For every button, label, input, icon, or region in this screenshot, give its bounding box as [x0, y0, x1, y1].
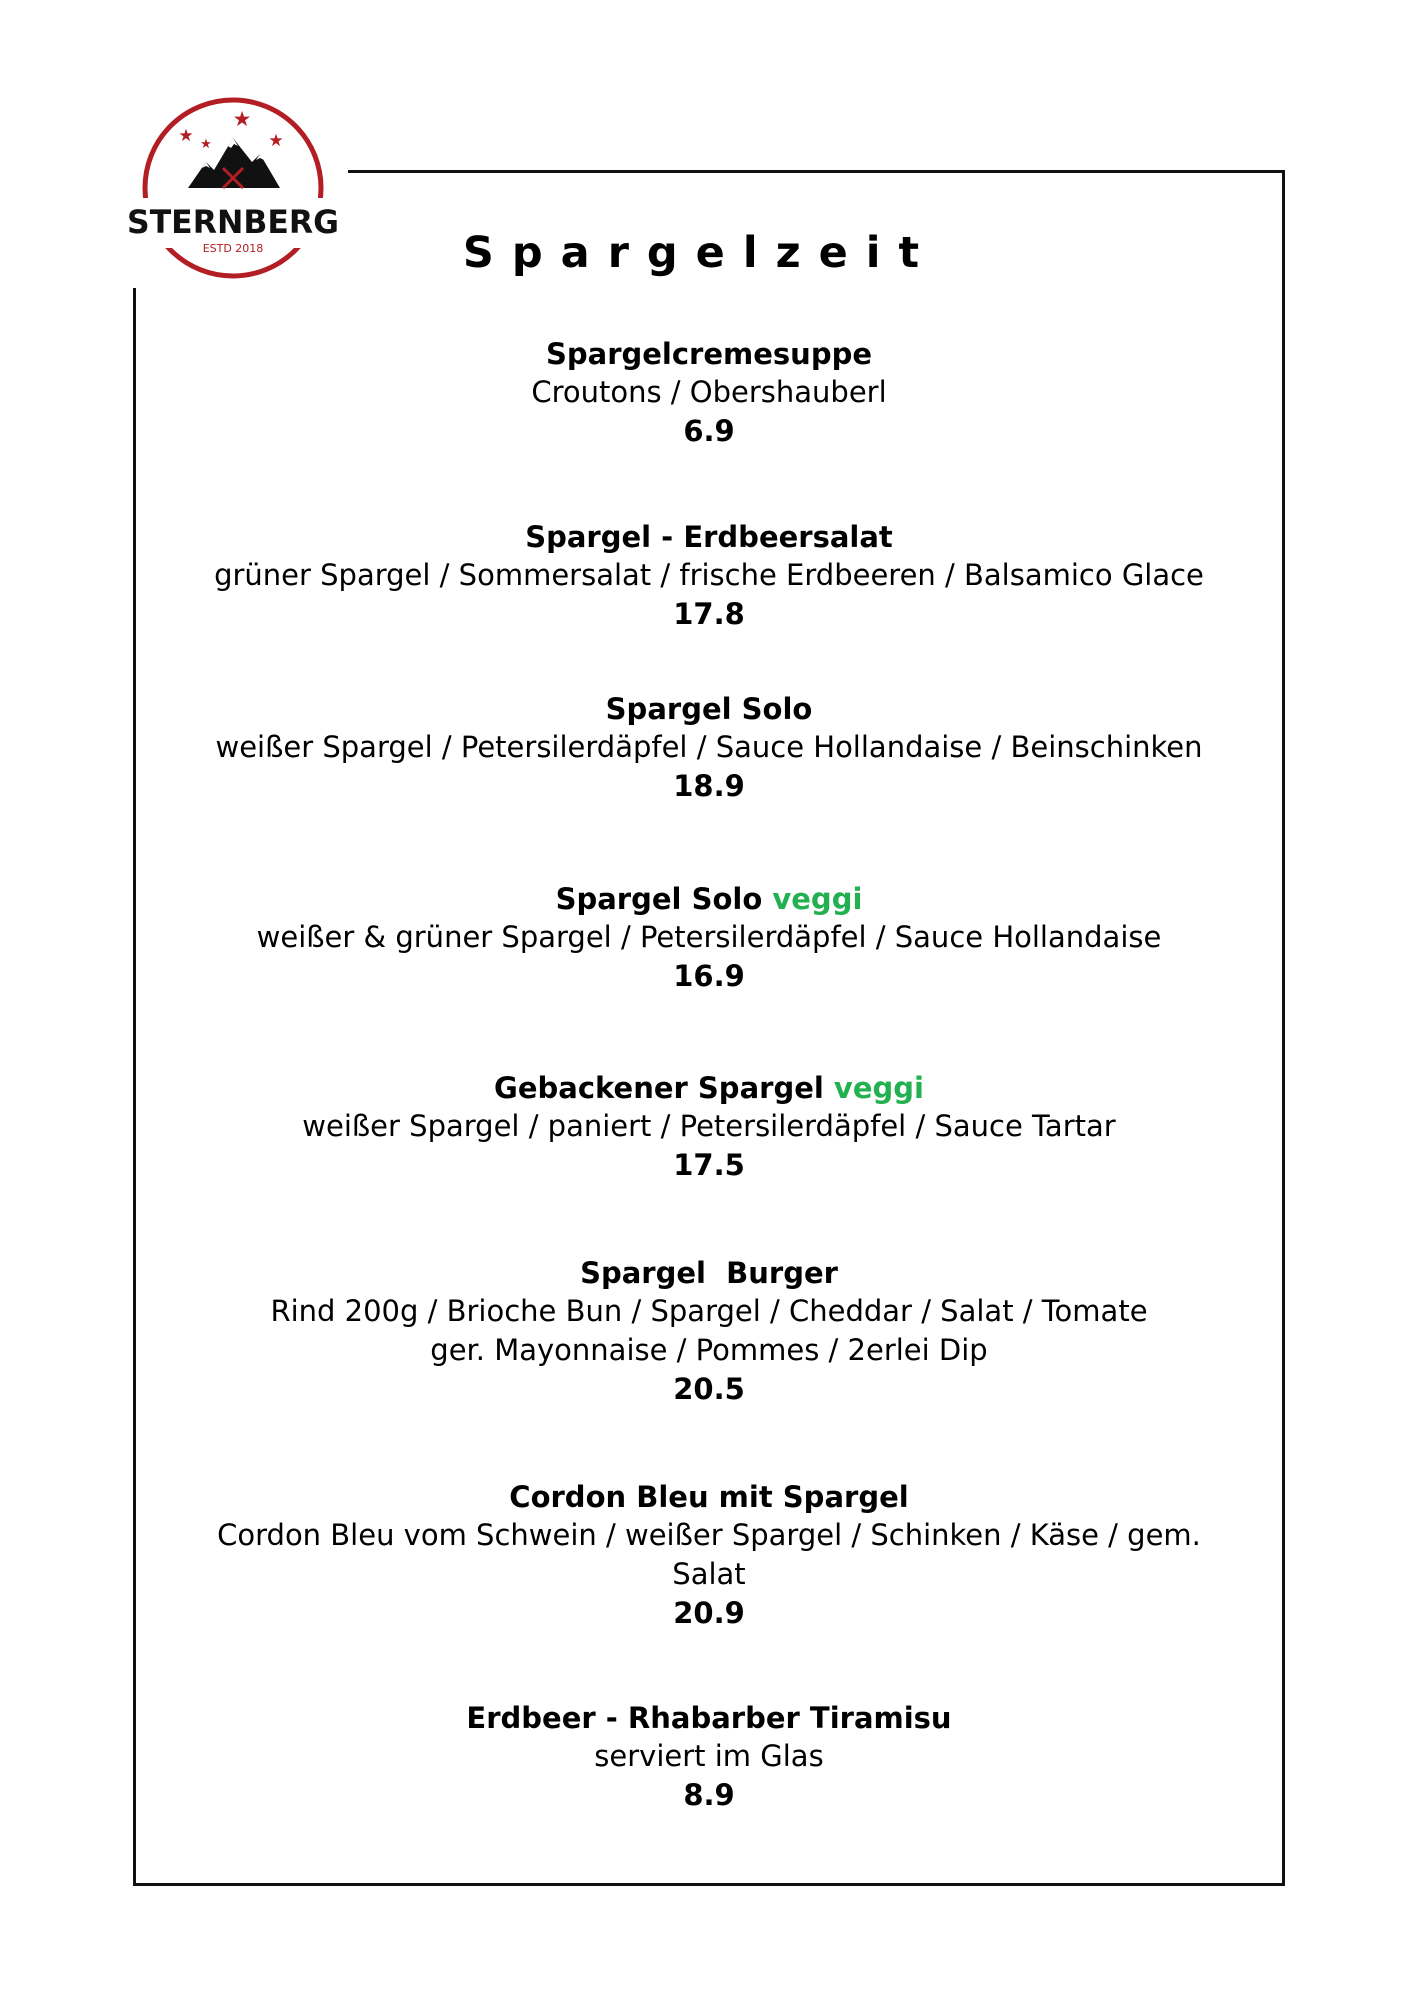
item-description: serviert im Glas [594, 1739, 824, 1773]
item-description: weißer Spargel / Petersilerdäpfel / Sauce Hollandaise / Beinschinken [215, 730, 1203, 764]
item-description: Croutons / Obershauberl [531, 375, 887, 409]
veggi-tag: veggi [772, 882, 863, 916]
item-description: weißer Spargel / paniert / Petersilerdäpfel / Sauce Tartar [302, 1109, 1116, 1143]
item-price: 17.5 [673, 1148, 745, 1182]
item-description: grüner Spargel / Sommersalat / frische Erdbeeren / Balsamico Glace [214, 558, 1204, 592]
item-price: 16.9 [673, 959, 745, 993]
item-name: Spargel - Erdbeersalat [525, 520, 893, 554]
item-name: Spargelcremesuppe [545, 337, 873, 371]
menu-item [133, 1069, 1285, 1184]
menu-item [133, 690, 1285, 805]
menu-item [133, 1699, 1285, 1814]
item-name: Spargel Solo [605, 692, 813, 726]
svg-text:★: ★ [268, 131, 284, 151]
menu-item [133, 518, 1285, 633]
item-name: Spargel Burger [580, 1256, 838, 1290]
item-price: 6.9 [683, 414, 735, 448]
menu-item [133, 335, 1285, 450]
veggi-tag: veggi [833, 1071, 924, 1105]
svg-text:★: ★ [200, 137, 212, 152]
item-name: Spargel Solo [555, 882, 763, 916]
menu-item [133, 1254, 1285, 1408]
item-name: Gebackener Spargel [494, 1071, 824, 1105]
item-price: 8.9 [683, 1778, 735, 1812]
svg-text:★: ★ [178, 126, 194, 146]
item-name-row [133, 1069, 1285, 1107]
item-name-row [133, 880, 1285, 918]
svg-text:ESTD 2018: ESTD 2018 [202, 242, 264, 255]
item-price: 20.5 [673, 1372, 745, 1406]
item-description: Rind 200g / Brioche Bun / Spargel / Cheddar / Salat / Tomate [270, 1294, 1148, 1328]
menu-item [133, 1478, 1285, 1632]
item-description-line2: ger. Mayonnaise / Pommes / 2erlei Dip [430, 1333, 988, 1367]
menu-item [133, 880, 1285, 995]
item-name: Cordon Bleu mit Spargel [509, 1480, 909, 1514]
menu-title: Spargelzeit [462, 228, 938, 278]
svg-text:STERNBERG: STERNBERG [127, 203, 339, 241]
item-description: Cordon Bleu vom Schwein / weißer Spargel / Schinken / Käse / gem. Salat [217, 1518, 1201, 1591]
item-price: 20.9 [673, 1596, 745, 1630]
item-price: 18.9 [673, 769, 745, 803]
item-price: 17.8 [673, 597, 745, 631]
svg-text:★: ★ [232, 107, 252, 131]
item-name: Erdbeer - Rhabarber Tiramisu [466, 1701, 952, 1735]
item-description: weißer & grüner Spargel / Petersilerdäpfel / Sauce Hollandaise [256, 920, 1162, 954]
